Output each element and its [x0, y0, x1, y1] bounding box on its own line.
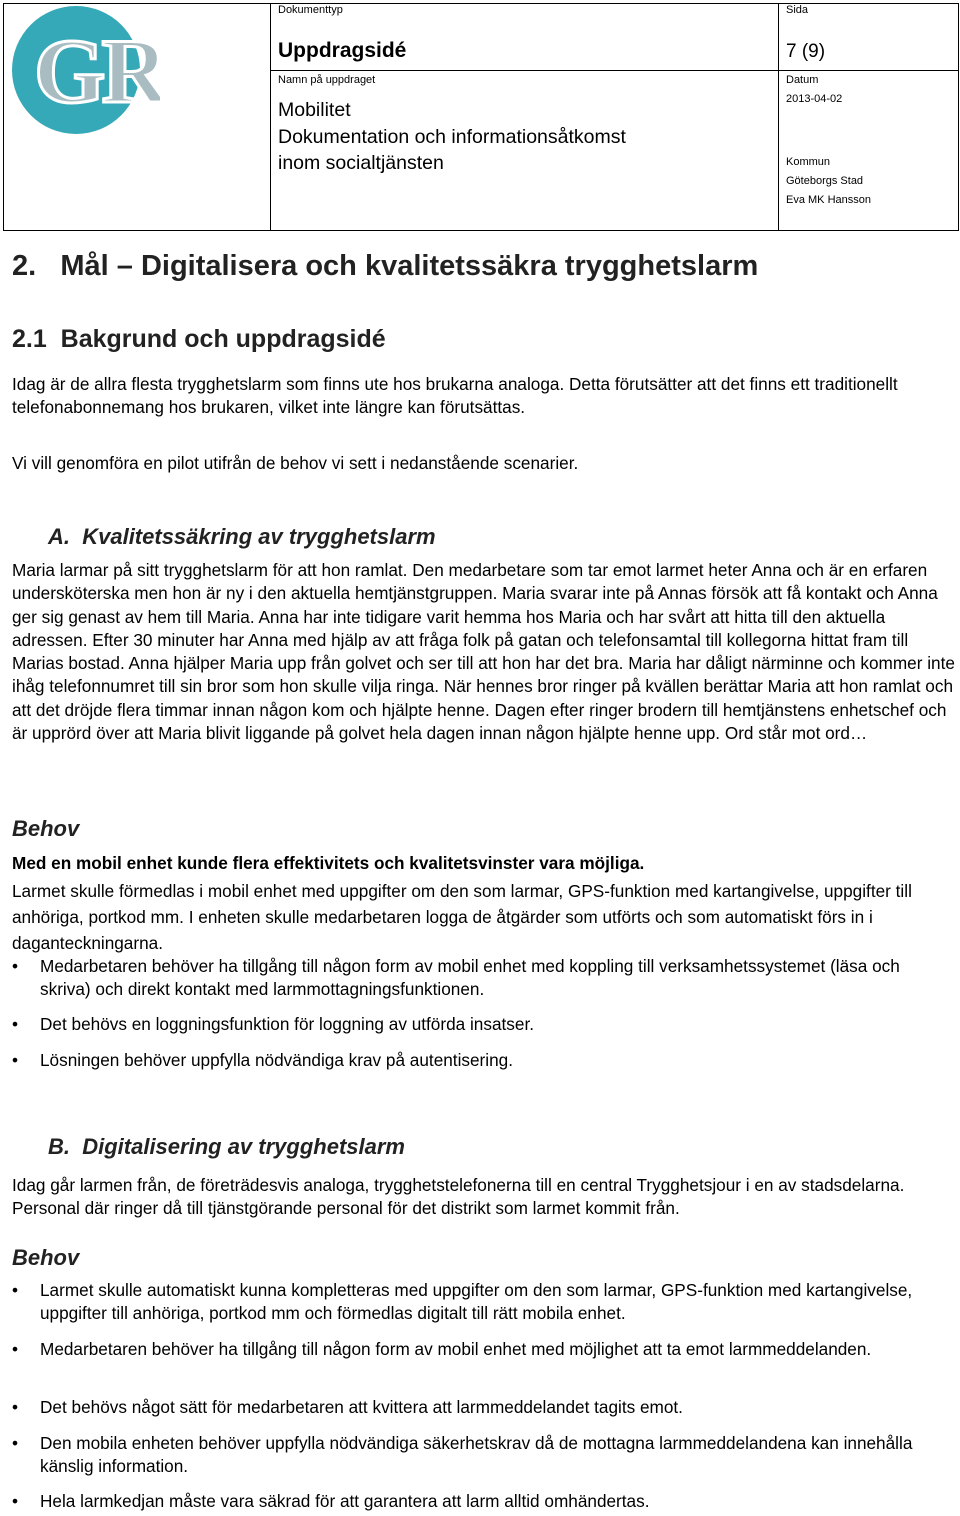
intro-paragraph-2: Vi vill genomföra en pilot utifrån de behov vi sett i nedanstående scenarier. [12, 453, 579, 473]
list-item-text: Medarbetaren behöver ha tillgång till någon form av mobil enhet med möjlighet att ta emot larmmeddelanden. [40, 1339, 872, 1359]
municipality-label: Kommun [786, 156, 831, 168]
bullet-icon: • [12, 1339, 19, 1359]
scenario-b-behov-heading: Behov [12, 1245, 80, 1270]
author: Eva MK Hansson [786, 194, 871, 206]
list-item-text: Hela larmkedjan måste vara säkrad för att garantera att larm alltid omhändertas. [40, 1491, 650, 1511]
bullet-icon: • [12, 1433, 19, 1453]
list-item-text: Medarbetaren behöver ha tillgång till någon form av mobil enhet med koppling till verksamhetssystemet (läsa och skriva) och direkt kontakt med larmmottagningsfunktionen. [40, 956, 900, 1000]
list-item-text: Lösningen behöver uppfylla nödvändiga krav på autentisering. [40, 1050, 513, 1070]
list-item-text: Det behövs något sätt för medarbetaren att kvittera att larmmeddelandet tagits emot. [40, 1397, 683, 1417]
page-number: 7 (9) [786, 41, 826, 62]
list-item-text: Larmet skulle automatiskt kunna kompletteras med uppgifter om den som larmar, GPS-funktion med kartangivelse, uppgifter till anhöriga, portkod mm och förmedlas digitalt till rätt mobila enhet. [40, 1280, 913, 1324]
scenario-a-story: Maria larmar på sitt trygghetslarm för att hon ramlat. Den medarbetare som tar emot larmet heter Anna och är en erfaren undersköterska men hon är ny i den aktuella hemtjänstgruppen. Maria svarar inte på Annas försök att få kontakt och Anna ger sig genast av hem till Maria. Anna har inte tidigare varit hemma hos Maria och har svårt att hitta till den aktuella adressen. Efter 30 minuter har Anna med hjälp av att fråga folk på gatan och telefonsamtal till kollegorna hittat fram till Marias bostad. Anna hjälper Maria upp från golvet och ser till att hon har det bra. Maria har dåligt närminne och kommer inte ihåg telefonnumret till sin bror som hon skulle vilja ringa. När hennes bror ringer på kvällen berättar Maria att hon ramlat och att det dröjde flera timmar innan någon kom och hjälpte henne. Dagen efter ringer brodern till hemtjänstens enhetschef och är upprörd över att Maria blivit liggande på golvet hela dagen innan någon hjälpte henne upp. Ord står mot ord… [12, 560, 955, 744]
scenario-a-behov-heading: Behov [12, 816, 80, 841]
scenario-a-heading: A. Kvalitetssäkring av trygghetslarm [48, 524, 436, 549]
intro-paragraph-1: Idag är de allra flesta trygghetslarm som finns ute hos brukarna analoga. Detta förutsätter att det finns ett traditionellt telefonabonnemang hos brukaren, vilket inte längre kan förutsättas. [12, 374, 898, 418]
bullet-icon: • [12, 956, 19, 976]
date-value: 2013-04-02 [786, 93, 843, 105]
bullet-icon: • [12, 1491, 19, 1511]
list-item-text: Det behövs en loggningsfunktion för loggning av utförda insatser. [40, 1014, 534, 1034]
municipality-value: Göteborgs Stad [786, 175, 864, 187]
doc-type: Uppdragsidé [278, 39, 407, 62]
bullet-icon: • [12, 1397, 19, 1417]
name-line-2: Dokumentation och informationsåtkomst [278, 126, 626, 148]
subsection-heading: 2.1 Bakgrund och uppdragsidé [12, 325, 386, 353]
name-line-3: inom socialtjänsten [278, 152, 444, 174]
name-label: Namn på uppdraget [278, 74, 376, 86]
section-heading: 2. Mål – Digitalisera och kvalitetssäkra trygghetslarm [12, 250, 759, 282]
list-item-text: Den mobila enheten behöver uppfylla nödvändiga säkerhetskrav då de mottagna larmmeddelandena kan innehålla känslig information. [40, 1433, 913, 1477]
logo-text: GR [34, 20, 160, 122]
organization-logo [10, 4, 160, 136]
bullet-icon: • [12, 1280, 19, 1300]
doc-type-label: Dokumenttyp [278, 4, 343, 16]
date-label: Datum [786, 74, 819, 86]
name-line-1: Mobilitet [278, 99, 351, 121]
bullet-icon: • [12, 1050, 19, 1070]
scenario-b-text: Idag går larmen från, de företrädesvis analoga, trygghetstelefonerna till en central Trygghetsjour i en av stadsdelarna. Personal där ringer då till tjänstgörande personal för det distrikt som larmet kommit från. [12, 1175, 905, 1219]
scenario-a-behov-text: Larmet skulle förmedlas i mobil enhet med uppgifter om den som larmar, GPS-funktion med kartangivelse, uppgifter till anhöriga, portkod mm. I enheten skulle medarbetaren logga de åtgärder som utförts och som automatiskt förs in i daganteckningarna. [12, 881, 912, 953]
page-label: Sida [786, 4, 809, 16]
scenario-b-heading: B. Digitalisering av trygghetslarm [48, 1134, 405, 1159]
scenario-a-behov-lead: Med en mobil enhet kunde flera effektivitets och kvalitetsvinster vara möjliga. [12, 853, 645, 873]
bullet-icon: • [12, 1014, 19, 1034]
